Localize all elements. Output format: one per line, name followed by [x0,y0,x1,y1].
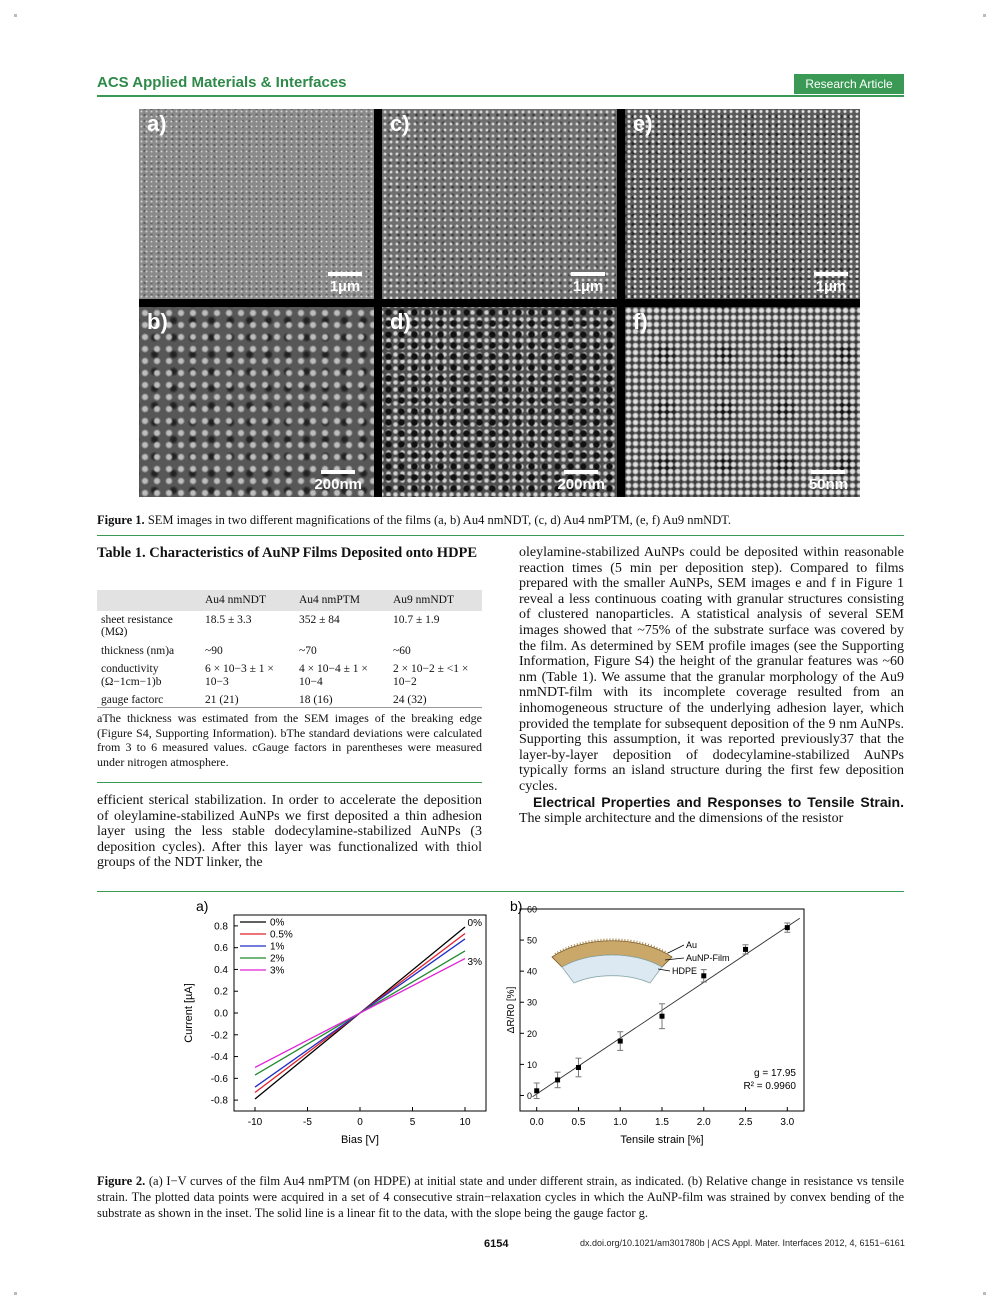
y-tick-label: 20 [527,1028,538,1039]
y-tick-label: 60 [527,904,538,915]
x-axis-label: Bias [V] [341,1134,379,1146]
y-tick-label: 0.6 [214,943,228,955]
sem-panel-e [625,109,860,299]
y-axis-label: ΔR/R0 [%] [506,986,517,1034]
table-cell: 6 × 10−3 ± 1 × 10−3 [205,663,274,688]
x-axis-label: Tensile strain [%] [620,1134,704,1146]
panel-label: b) [510,898,523,914]
panel-label: f) [633,309,648,334]
legend-entry: 2% [270,953,285,965]
table-header-cell: Au4 nmPTM [295,590,389,611]
curve-annotation: 3% [467,956,482,968]
legend-entry: 1% [270,941,285,953]
y-tick-label: -0.2 [210,1030,228,1042]
data-point [743,947,748,952]
table-cell: 18.5 ± 3.3 [205,613,252,626]
sem-panel-c [382,109,617,299]
scale-bar: 200nm [314,470,362,493]
table-cell: sheet resistance (MΩ) [101,613,173,638]
y-tick-label: -0.4 [210,1052,228,1064]
data-point [618,1039,623,1044]
sem-panel-f [625,307,860,497]
x-tick-label: -5 [303,1117,312,1128]
x-tick-label: 3.0 [780,1117,795,1128]
journal-title: ACS Applied Materials & Interfaces [97,74,347,91]
section-heading: Electrical Properties and Responses to Tensile Strain. [533,793,904,810]
table-header-cell [97,590,201,611]
x-tick-label: 1.0 [613,1117,628,1128]
curve-annotation: 0% [467,918,482,929]
legend-entry: 0.5% [270,929,293,941]
legend-entry: 3% [270,965,285,977]
crop-mark [983,14,986,17]
x-tick-label: 5 [409,1117,416,1128]
x-tick-label: 0.0 [529,1117,544,1128]
gauge-factor-annotation: g = 17.95 [754,1067,796,1079]
sem-panel-d [382,307,617,497]
y-tick-label: 0 [527,1090,533,1101]
crop-mark [983,1292,986,1295]
table-cell: 4 × 10−4 ± 1 × 10−4 [299,663,368,688]
table-cell: gauge factorc [101,694,164,706]
iv-curve-chart [170,897,510,1155]
inset-label: AuNP-Film [686,953,730,963]
y-tick-label: 0.4 [214,964,228,976]
table-title: Table 1. Characteristics of AuNP Films Deposited onto HDPE [97,545,478,561]
scale-bar: 1µm [814,272,848,295]
panel-label: a) [196,898,209,914]
table-cell: ~90 [205,644,223,657]
table-cell: 10.7 ± 1.9 [393,613,440,626]
table-cell: 21 (21) [205,694,239,706]
characteristics-table [97,590,482,710]
body-right-column [519,545,904,827]
legend-entry: 0% [270,917,285,929]
x-tick-label: 2.5 [738,1117,753,1128]
table-footnotes: aThe thickness was estimated from the SEM images of the breaking edge (Figure S4, Supporting Information). bThe standard deviations were calculated from 3 to 6 measured values. cGauge factors in parentheses were measured under nitrogen atmosphere. [97,711,482,769]
x-tick-label: 2.0 [696,1117,711,1128]
series-line [255,959,465,1068]
panel-label: e) [633,111,653,136]
table-row [97,642,482,661]
paragraph: efficient sterical stabilization. In order to accelerate the deposition of oleylamine-stabilized AuNPs we first deposited a thin adhesion layer using the less stable dodecylamine-stabilized AuNPs (3 deposition cycles). After this layer was functionalized with thiol groups of the NDT linker, the [97,793,482,871]
inset-label: HDPE [672,966,698,976]
scale-bar: 1µm [328,272,362,295]
panel-label: c) [390,111,410,136]
r-squared-annotation: R² = 0.9960 [743,1080,796,1092]
x-tick-label: 1.5 [655,1117,669,1128]
table-header-row [97,590,482,611]
article-type-badge: Research Article [794,74,904,94]
y-tick-label: -0.8 [210,1095,228,1107]
y-tick-label: -0.6 [210,1073,228,1085]
data-point [534,1088,539,1093]
y-tick-label: 0.0 [214,1008,228,1020]
data-point [576,1065,581,1070]
x-tick-label: -10 [247,1117,263,1128]
data-point [555,1077,560,1082]
paragraph: The simple architecture and the dimensions of the resistor [519,811,844,827]
y-tick-label: 50 [527,935,538,946]
table-cell: ~70 [299,644,317,657]
panel-label: d) [390,309,411,334]
figure2-top-rule [97,891,904,892]
y-tick-label: 0.2 [214,986,228,998]
strain-response-chart [500,897,820,1155]
data-point [701,973,706,978]
y-tick-label: 10 [527,1059,538,1070]
doi-line: dx.doi.org/10.1021/am301780b | ACS Appl. Mater. Interfaces 2012, 4, 6151−6161 [580,1238,905,1248]
crop-mark [14,1292,17,1295]
y-tick-label: 40 [527,966,538,977]
table-cell: 352 ± 84 [299,613,340,626]
table-row [97,611,482,642]
x-tick-label: 0 [357,1117,363,1128]
figure1-rule [97,535,904,536]
table-header-cell: Au4 nmNDT [201,590,295,611]
inset-leader [668,945,684,953]
paragraph: oleylamine-stabilized AuNPs could be deposited within reasonable reaction times (5 min per deposition step). Compared to films prepared with the smaller AuNPs, SEM images e and f in Figure 1 reveal a less continuous coating with granular structures consisting of clustered nanoparticles. A statistical analysis of several SEM images showed that ~75% of the substrate surface was covered by the film. As determined by SEM profile images (see the Supporting Information, Figure S4) the height of the granular features was ~60 nm (Table 1). We assume that the granular morphology of the Au9 nmNDT-film with its incomplete coverage resulted from an inhomogeneous structure of the underlying adhesion layer, which provided the template for subsequent deposition of the 9 nm AuNPs. Supporting this assumption, it was reported previously37 that the layer-by-layer deposition of dodecylamine-stabilized AuNPs typically forms an island structure during the first few deposition cycles. [519,545,904,794]
figure1-caption: Figure 1. SEM images in two different magnifications of the films (a, b) Au4 nmNDT, (c, d) Au4 nmPTM, (e, f) Au9 nmNDT. [97,513,732,527]
table-cell: 2 × 10−2 ± <1 × 10−2 [393,663,469,688]
figure2-caption: Figure 2. (a) I−V curves of the film Au4 nmPTM (on HDPE) at initial state and under different strain, as indicated. (b) Relative change in resistance vs tensile strain. The plotted data points were acquired in a set of 4 consecutive strain−relaxation cycles in which the AuNP-film was strained by convex bending of the substrate as shown in the inset. The solid line is a linear fit to the data, with the slope being the gauge factor g. [97,1174,904,1220]
scale-bar: 200nm [557,470,605,493]
table-cell: conductivity (Ω−1cm−1)b [101,663,162,688]
header-rule [97,95,904,97]
data-point [660,1014,665,1019]
table-rule [97,707,482,708]
sem-panel-a [139,109,374,299]
sem-figure [139,109,860,497]
scale-bar: 50nm [809,470,848,493]
scale-bar: 1µm [571,272,605,295]
y-axis-label: Current [µA] [183,983,195,1043]
panel-label: b) [147,309,168,334]
table-row [97,660,482,691]
x-tick-label: 0.5 [571,1117,586,1128]
crop-mark [14,14,17,17]
x-tick-label: 10 [459,1117,471,1128]
table-end-rule [97,782,482,783]
data-point [785,925,790,930]
table-cell: thickness (nm)a [101,644,175,657]
inset-label: Au [686,940,698,950]
panel-label: a) [147,111,167,136]
table-header-cell: Au9 nmNDT [389,590,482,611]
y-tick-label: 30 [527,997,538,1008]
table-cell: 24 (32) [393,694,427,706]
page-number: 6154 [484,1238,509,1250]
y-tick-label: 0.8 [214,921,228,933]
table-cell: 18 (16) [299,694,333,706]
table-cell: ~60 [393,644,411,657]
sem-panel-b [139,307,374,497]
body-left-column [97,793,482,871]
